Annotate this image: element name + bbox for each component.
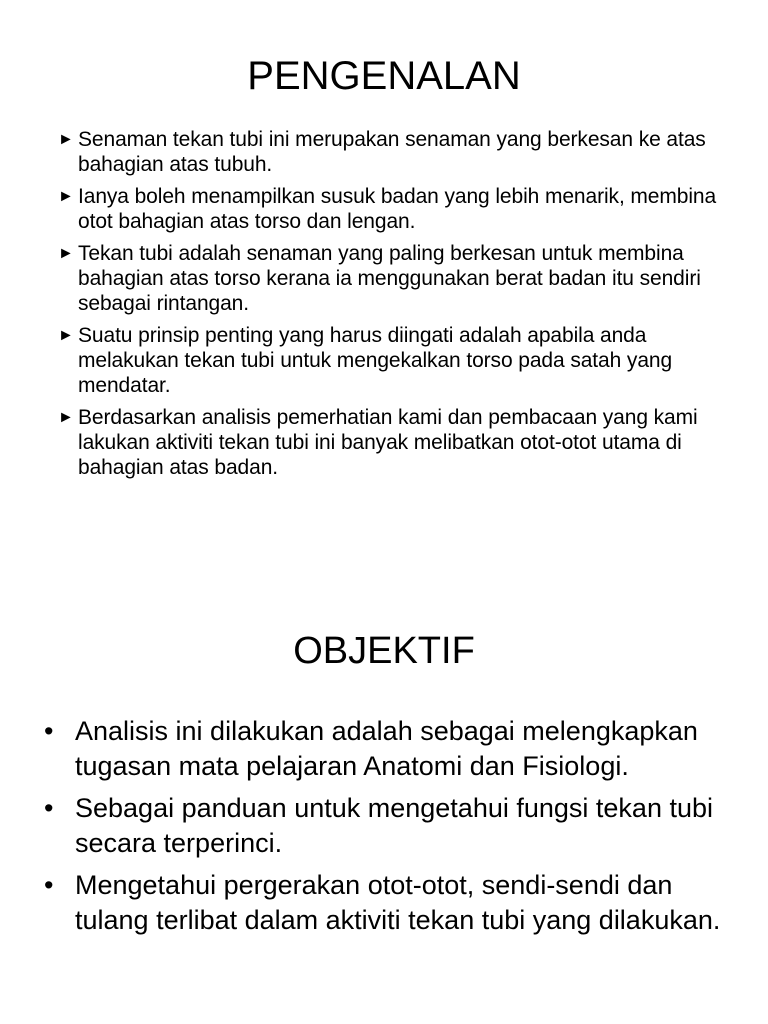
bullet-item: [56, 184, 736, 234]
slide-title: PENGENALAN: [247, 54, 521, 98]
dot-bullet-icon: •: [44, 716, 54, 746]
bullet-text: Mengetahui pergerakan otot-otot, sendi-sendi dan tulang terlibat dalam aktiviti tekan tubi yang dilakukan.: [75, 870, 721, 935]
bullet-item: [56, 405, 736, 480]
bullet-item: [44, 791, 744, 861]
bullet-item: [56, 127, 736, 177]
triangle-bullet-icon: ►: [58, 327, 74, 344]
bullet-text: Suatu prinsip penting yang harus diingati adalah apabila anda melakukan tekan tubi untuk mengekalkan torso pada satah yang mendatar.: [78, 324, 673, 397]
dot-bullet-icon: •: [44, 793, 54, 823]
bullet-text: Berdasarkan analisis pemerhatian kami dan pembacaan yang kami lakukan aktiviti tekan tubi ini banyak melibatkan otot-otot utama di bahagian atas badan.: [78, 406, 698, 479]
triangle-bullet-icon: ►: [58, 409, 74, 426]
slide-objektif: [0, 600, 768, 1024]
triangle-bullet-icon: ►: [58, 188, 74, 205]
bullet-item: [56, 241, 736, 316]
bullet-text: Tekan tubi adalah senaman yang paling berkesan untuk membina bahagian atas torso kerana ia menggunakan berat badan itu sendiri sebagai rintangan.: [78, 242, 701, 315]
triangle-bullet-icon: ►: [58, 245, 74, 262]
bullet-text: Analisis ini dilakukan adalah sebagai melengkapkan tugasan mata pelajaran Anatomi dan Fisiologi.: [75, 716, 698, 781]
bullet-text: Sebagai panduan untuk mengetahui fungsi tekan tubi secara terperinci.: [75, 793, 713, 858]
bullet-text: Senaman tekan tubi ini merupakan senaman yang berkesan ke atas bahagian atas tubuh.: [78, 128, 706, 176]
dot-bullet-icon: •: [44, 870, 54, 900]
slide-title: OBJEKTIF: [293, 630, 475, 672]
bullet-item: [44, 714, 744, 784]
bullet-text: Ianya boleh menampilkan susuk badan yang lebih menarik, membina otot bahagian atas torso dan lengan.: [78, 185, 717, 233]
bullet-item: [44, 868, 744, 938]
bullet-item: [56, 323, 736, 398]
bullet-list: [56, 127, 736, 487]
bullet-list: [44, 714, 744, 945]
triangle-bullet-icon: ►: [58, 131, 74, 148]
